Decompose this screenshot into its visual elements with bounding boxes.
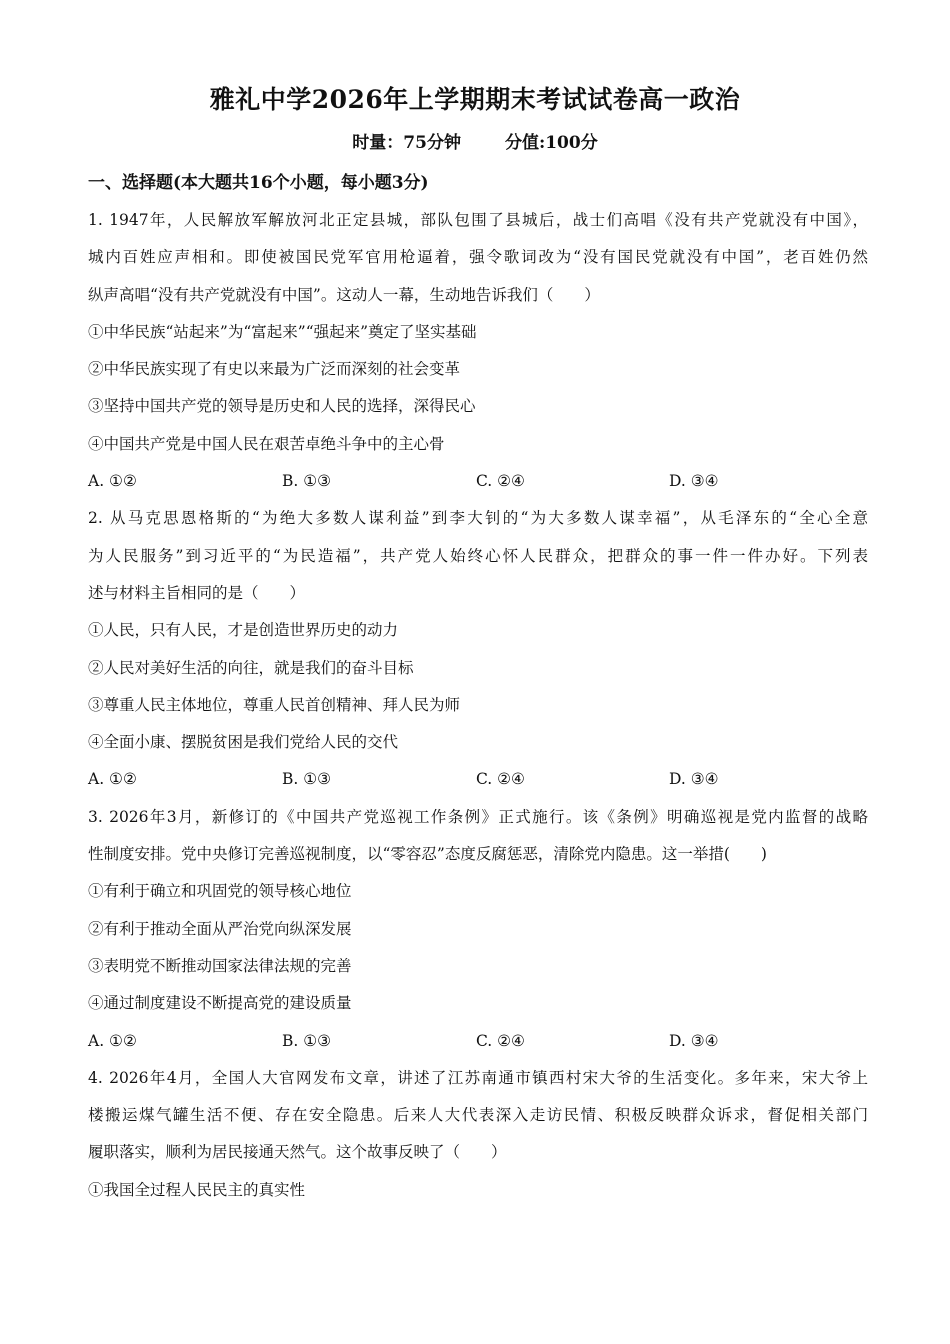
- question-stem-line: 纵声高唱“没有共产党就没有中国”。这动人一幕，生动地告诉我们（ ）: [88, 285, 600, 304]
- option-a: A. ①②: [88, 770, 137, 789]
- statement-item: ③表明党不断推动国家法律法规的完善: [88, 956, 352, 975]
- question-list: [88, 202, 868, 1209]
- exam-title: 雅礼中学2026年上学期期末考试试卷高一政治: [209, 85, 741, 114]
- question-stem-line: 楼搬运煤气罐生活不便、存在安全隐患。后来人大代表深入走访民情、积极反映群众诉求，督促相关部门: [88, 1106, 868, 1125]
- statement-item: ③尊重人民主体地位，尊重人民首创精神、拜人民为师: [88, 695, 461, 714]
- statement-item: ①有利于确立和巩固党的领导核心地位: [88, 882, 352, 901]
- question-3: [88, 799, 868, 1060]
- statement-item: ③坚持中国共产党的领导是历史和人民的选择，深得民心: [88, 397, 476, 416]
- question-stem-line: 城内百姓应声相和。即使被国民党军官用枪逼着，强令歌词改为“没有国民党就没有中国”，老百姓仍然: [88, 248, 868, 267]
- answer-options: [88, 1023, 868, 1060]
- question-4: [88, 1060, 868, 1209]
- option-c: C. ②④: [476, 1031, 525, 1050]
- exam-duration: 时量：75分钟: [352, 133, 461, 153]
- question-stem-line: 述与材料主旨相同的是（ ）: [88, 583, 306, 602]
- statement-item: ④全面小康、摆脱贫困是我们党给人民的交代: [88, 733, 399, 752]
- question-stem-line: 1. 1947年，人民解放军解放河北正定县城，部队包围了县城后，战士们高唱《没有共产党就没有中国》，: [88, 211, 868, 229]
- option-a: A. ①②: [88, 472, 137, 491]
- statement-item: ④中国共产党是中国人民在艰苦卓绝斗争中的主心骨: [88, 434, 445, 453]
- exam-meta: [0, 128, 950, 153]
- question-stem-line: 2. 从马克思恩格斯的“为绝大多数人谋利益”到李大钊的“为大多数人谋幸福”，从毛泽东的“全心全意: [88, 509, 868, 528]
- option-b: B. ①③: [282, 770, 332, 789]
- option-d: D. ③④: [669, 472, 719, 491]
- statement-item: ④通过制度建设不断提高党的建设质量: [88, 994, 352, 1013]
- option-c: C. ②④: [476, 472, 525, 491]
- question-stem-line: 性制度安排。党中央修订完善巡视制度，以“零容忍”态度反腐惩恶，清除党内隐患。这一举措( ): [88, 845, 767, 864]
- question-stem-line: 4. 2026年4月，全国人大官网发布文章，讲述了江苏南通市镇西村宋大爷的生活变化。多年来，宋大爷上: [88, 1068, 868, 1087]
- question-stem-line: 为人民服务”到习近平的“为民造福”，共产党人始终心怀人民群众，把群众的事一件一件办好。下列表: [88, 546, 868, 565]
- section-heading: 一、选择题(本大题共16个小题，每小题3分): [88, 173, 429, 193]
- question-stem-line: 3. 2026年3月，新修订的《中国共产党巡视工作条例》正式施行。该《条例》明确巡视是党内监督的战略: [88, 807, 868, 826]
- statement-item: ②有利于推动全面从严治党向纵深发展: [88, 919, 352, 938]
- option-c: C. ②④: [476, 770, 525, 789]
- statement-item: ②中华民族实现了有史以来最为广泛而深刻的社会变革: [88, 360, 461, 379]
- question-stem-line: 履职落实，顺利为居民接通天然气。这个故事反映了（ ）: [88, 1143, 507, 1162]
- question-1: [88, 202, 868, 500]
- option-d: D. ③④: [669, 1031, 719, 1050]
- option-b: B. ①③: [282, 1031, 332, 1050]
- option-d: D. ③④: [669, 770, 719, 789]
- exam-total-score: 分值:100分: [504, 133, 598, 153]
- statement-item: ②人民对美好生活的向往，就是我们的奋斗目标: [88, 658, 414, 677]
- answer-options: [88, 761, 868, 798]
- question-2: [88, 500, 868, 798]
- statement-item: ①中华民族“站起来”为“富起来”“强起来”奠定了坚实基础: [88, 322, 477, 341]
- statement-item: ①人民，只有人民，才是创造世界历史的动力: [88, 621, 399, 640]
- option-a: A. ①②: [88, 1031, 137, 1050]
- answer-options: [88, 463, 868, 500]
- statement-item: ①我国全过程人民民主的真实性: [88, 1180, 306, 1199]
- option-b: B. ①③: [282, 472, 332, 491]
